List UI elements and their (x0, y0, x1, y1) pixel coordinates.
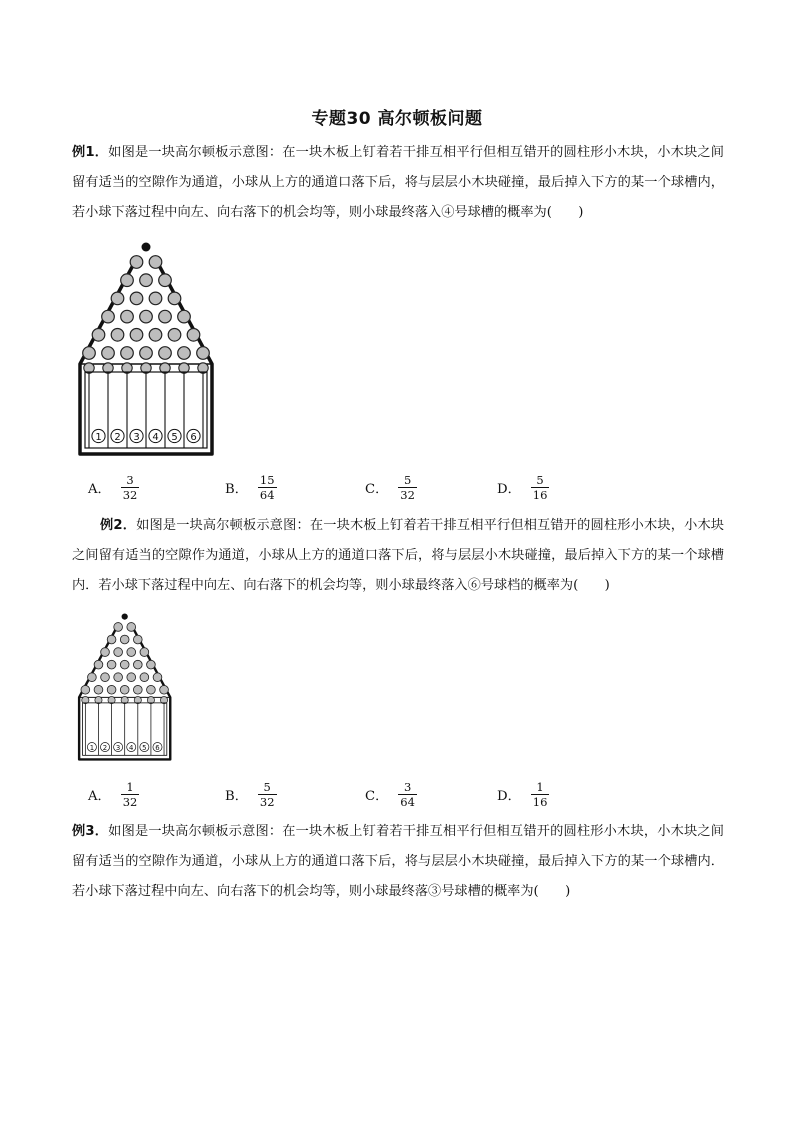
peg (107, 685, 116, 694)
peg (197, 347, 210, 360)
peg (140, 274, 153, 287)
slot-number: 4 (152, 432, 159, 443)
option-b[interactable]: B． $\frac{15}{64}$ (225, 472, 275, 502)
example-1-options (88, 467, 688, 507)
peg (107, 660, 116, 669)
slot-number: 3 (133, 432, 140, 443)
example-1-text: 如图是一块高尔顿板示意图：在一块木板上钉着若干排互相平行但相互错开的圆柱形小木块，小木块之间留有适当的空隙作为通道，小球从上方的通道口落下后，将与层层小木块碰撞，最后掉入下方的某一个球槽内，若小球下落过程中向左、向右落下的机会均等，则小球最终落入④号球槽的概率为( ) (72, 145, 724, 220)
fraction: $\frac{1}{32}$ (122, 779, 138, 809)
ball (122, 613, 128, 619)
example-1-question (72, 138, 724, 228)
peg (94, 685, 103, 694)
option-b[interactable]: B． $\frac{5}{32}$ (225, 779, 275, 809)
option-d[interactable]: D． $\frac{1}{16}$ (497, 779, 548, 809)
ball (142, 243, 151, 252)
peg (88, 673, 97, 682)
peg (127, 673, 136, 682)
peg (102, 347, 115, 360)
peg (140, 347, 153, 360)
galton-board-1 (70, 236, 220, 462)
peg (187, 329, 200, 342)
peg (111, 292, 124, 305)
option-c[interactable]: C． $\frac{3}{64}$ (365, 779, 415, 809)
peg (160, 685, 169, 694)
fraction: $\frac{1}{16}$ (532, 779, 548, 809)
galton-board-2 (72, 609, 176, 765)
peg (114, 673, 123, 682)
peg (130, 292, 143, 305)
peg (133, 685, 142, 694)
peg (114, 623, 123, 632)
slot-number: 2 (102, 743, 108, 752)
fraction: $\frac{5}{32}$ (400, 472, 415, 502)
peg (111, 329, 124, 342)
peg (159, 347, 172, 360)
example-3-text: 如图是一块高尔顿板示意图：在一块木板上钉着若干排互相平行但相互错开的圆柱形小木块，小木块之间留有适当的空隙作为通道，小球从上方的通道口落下后，将与层层小木块碰撞，最后掉入下方的某一个球槽内．若小球下落过程中向左、向右落下的机会均等，则小球最终落③号球槽的概率为( ) (72, 824, 724, 899)
option-c[interactable]: C． $\frac{5}{32}$ (365, 472, 415, 502)
peg (140, 310, 153, 323)
option-a[interactable]: A． $\frac{3}{32}$ (88, 472, 138, 502)
peg (83, 347, 96, 360)
peg (178, 347, 191, 360)
peg (120, 660, 129, 669)
fraction: $\frac{3}{64}$ (400, 779, 415, 809)
example-3-question (72, 817, 724, 907)
peg (133, 635, 142, 644)
peg (101, 673, 110, 682)
peg (130, 256, 143, 269)
slot-number: 1 (95, 432, 102, 443)
peg (149, 256, 162, 269)
peg (147, 660, 156, 669)
fraction: $\frac{5}{32}$ (259, 779, 275, 809)
example-2-question (72, 511, 724, 601)
peg (92, 329, 105, 342)
peg (120, 635, 129, 644)
slot-number: 2 (114, 432, 121, 443)
peg (121, 347, 134, 360)
peg (168, 329, 181, 342)
slot-number: 4 (129, 743, 134, 752)
peg (127, 623, 136, 632)
slot-number: 5 (142, 743, 147, 752)
peg (94, 660, 103, 669)
option-d[interactable]: D． $\frac{5}{16}$ (497, 472, 548, 502)
slot-number: 3 (115, 743, 121, 752)
slot-number: 6 (155, 743, 160, 752)
slot-number: 1 (89, 743, 95, 752)
peg (130, 329, 143, 342)
slot-number: 5 (171, 432, 178, 443)
peg (114, 648, 123, 657)
peg (178, 310, 191, 323)
fraction: $\frac{5}{16}$ (532, 472, 548, 502)
peg (147, 685, 156, 694)
peg (81, 685, 90, 694)
peg (107, 635, 116, 644)
peg (140, 673, 149, 682)
peg (133, 660, 142, 669)
peg (101, 648, 110, 657)
fraction: $\frac{15}{64}$ (259, 472, 275, 502)
option-a[interactable]: A． $\frac{1}{32}$ (88, 779, 138, 809)
fraction: $\frac{3}{32}$ (122, 472, 138, 502)
peg (159, 274, 172, 287)
page-title: 专题30 高尔顿板问题 (311, 109, 483, 129)
peg (168, 292, 181, 305)
example-1-label: 例1． (72, 145, 109, 160)
peg (120, 685, 129, 694)
example-2-text: 如图是一块高尔顿板示意图：在一块木板上钉着若干排互相平行但相互错开的圆柱形小木块，小木块之间留有适当的空隙作为通道，小球从上方的通道口落下后，将与层层小木块碰撞，最后掉入下方的某一个球槽内．若小球下落过程中向左、向右落下的机会均等，则小球最终落入⑥号球档的概率为( ) (72, 518, 724, 593)
peg (102, 310, 115, 323)
peg (159, 310, 172, 323)
peg (121, 310, 134, 323)
example-2-label: 例2． (100, 518, 137, 533)
peg (127, 648, 136, 657)
peg (149, 329, 162, 342)
peg (153, 673, 162, 682)
slot-number: 6 (190, 432, 197, 443)
example-3-label: 例3． (72, 824, 109, 839)
peg (149, 292, 162, 305)
peg (140, 648, 149, 657)
peg (121, 274, 134, 287)
example-2-options (88, 774, 688, 814)
